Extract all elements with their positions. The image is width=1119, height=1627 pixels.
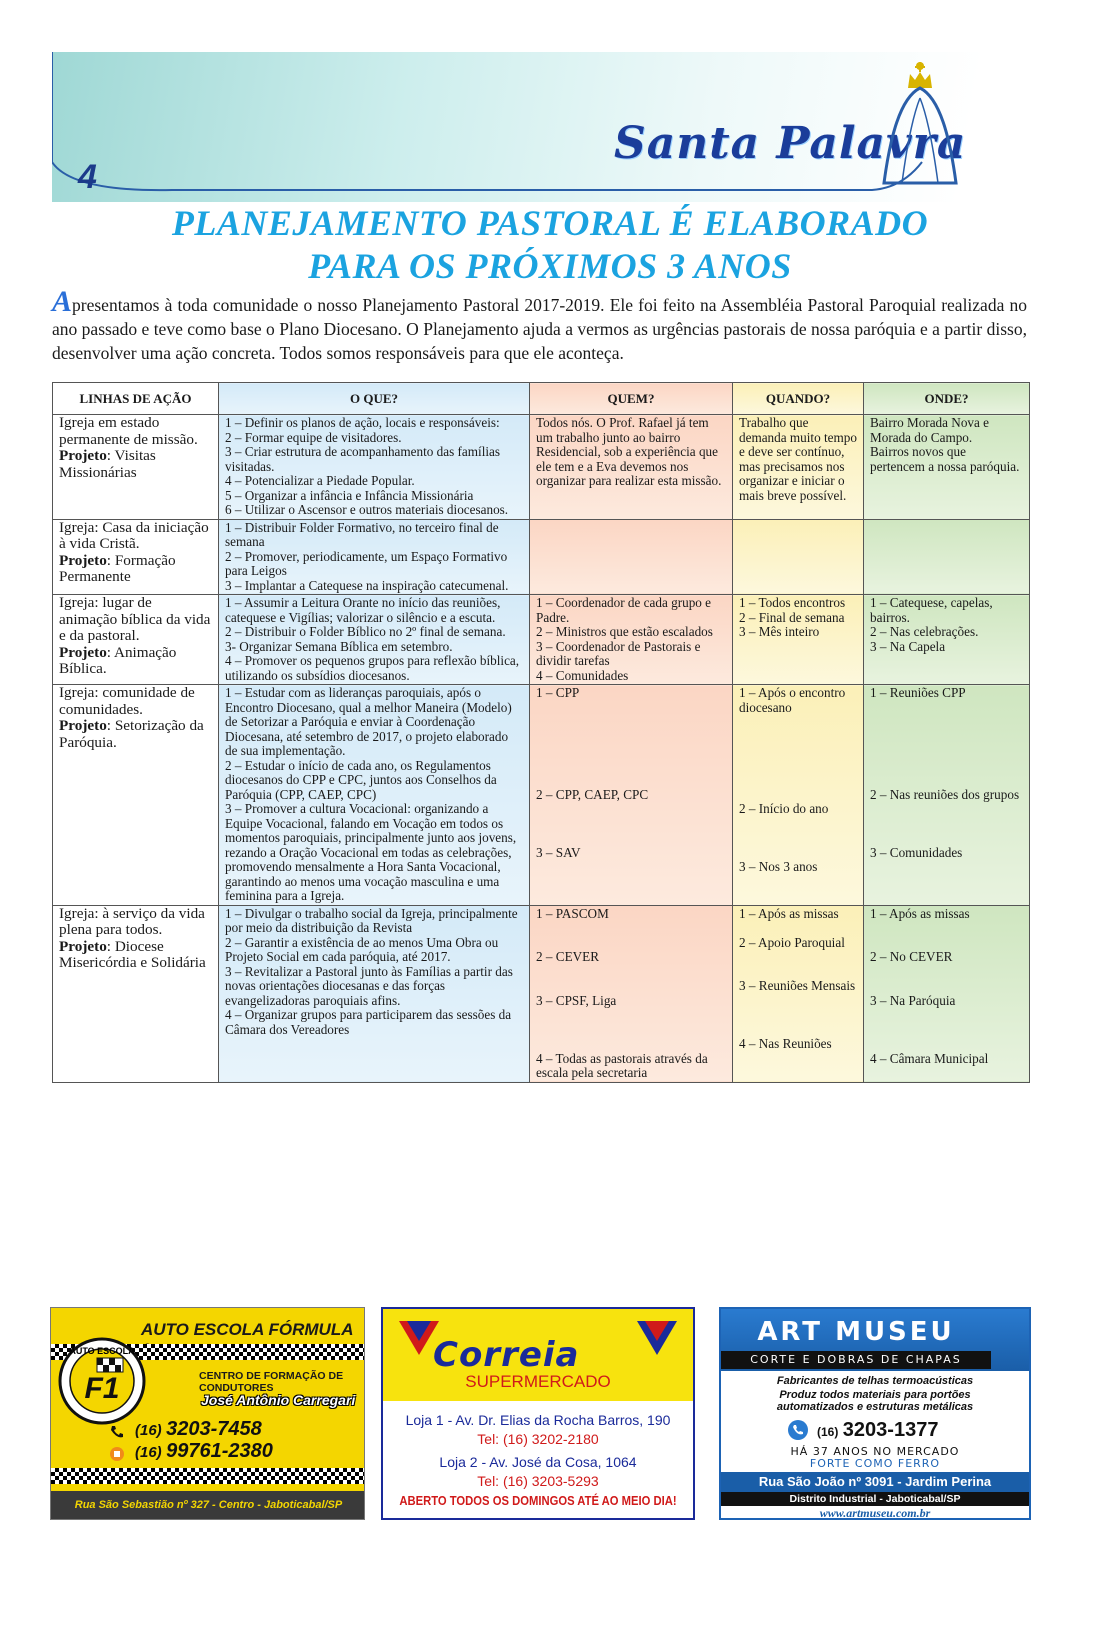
oque-item: 3 – Criar estrutura de acompanhamento das famílias visitadas.: [225, 444, 501, 474]
table-header-row: [53, 383, 1030, 415]
header-quem: QUEM?: [530, 383, 733, 415]
autoescola-subtitle: CENTRO DE FORMAÇÃO DE CONDUTORES: [199, 1370, 344, 1394]
oque-item: 1 – Assumir a Leitura Orante no início das reuniões, catequese e Vigílias; valorizar o silêncio e a escuta.: [225, 595, 501, 625]
spacer: [739, 994, 857, 1038]
onde-text: 2 – Nas celebrações.: [870, 624, 979, 639]
oque-item: 2 – Garantir a existência de ao menos Uma Obra ou Projeto Social em cada paróquia, até 2017.: [225, 934, 499, 964]
onde-item: 1 – Reuniões CPP: [870, 685, 966, 700]
quem-item: 4 – Todas as pastorais através da escala pela secretaria: [536, 1050, 708, 1080]
projeto-label: Projeto: [59, 551, 107, 569]
spacer: [870, 1008, 1023, 1052]
header-quando: QUANDO?: [733, 383, 864, 415]
linha-text: Igreja: lugar de animação bíblica da vida e da pastoral.: [59, 594, 211, 644]
quando-item: 2 – Início do ano: [739, 801, 829, 816]
blue-triangle-icon: [637, 1321, 677, 1355]
table-row: [53, 595, 1030, 685]
spacer: [536, 1008, 726, 1052]
whatsapp-icon: [109, 1446, 125, 1462]
table-row: [53, 519, 1030, 595]
spacer: [870, 701, 1023, 788]
ad-correia: [381, 1307, 695, 1520]
linha-text: Igreja: comunidade de comunidades.: [59, 684, 195, 718]
cell-quando: [733, 685, 864, 906]
projeto-label: Projeto: [59, 937, 107, 955]
quando-text: 3 – Mês inteiro: [739, 624, 820, 639]
spacer: [536, 965, 726, 994]
headline-line-2: PARA OS PRÓXIMOS 3 ANOS: [308, 246, 792, 286]
oque-item: 3- Organizar Semana Bíblica em setembro.: [225, 638, 453, 654]
artmuseu-years: HÁ 37 ANOS NO MERCADO: [790, 1445, 960, 1458]
cell-quando: [733, 595, 864, 685]
oque-item: 1 – Divulgar o trabalho social da Igreja, principalmente por meio da distribuição da Revista: [225, 905, 518, 935]
artmuseu-district: Distrito Industrial - Jaboticabal/SP: [721, 1492, 1029, 1506]
projeto-label: Projeto: [59, 717, 107, 734]
onde-text: Bairro Morada Nova e Morada do Campo.: [870, 415, 990, 445]
cell-quem: [530, 685, 733, 906]
cell-oque: [219, 519, 530, 595]
quem-text: 1 – Coordenador de cada grupo e Padre.: [536, 595, 712, 625]
quando-text: 1 – Todos encontros: [739, 595, 846, 610]
our-lady-icon: [880, 58, 980, 188]
projeto-name: : Diocese Misericórdia e Solidária: [59, 937, 206, 971]
page-number: 4: [78, 158, 97, 196]
onde-item: 2 – No CEVER: [870, 949, 953, 964]
intro-text: presentamos à toda comunidade o nosso Planejamento Pastoral 2017-2019. Ele foi feito na Assembléia Pastoral Paroquial realizada no ano passado e teve como base o Plano Diocesano. O Planejamento ajuda a vermos as urgências pastorais de nossa paróquia e a partir disso, desenvolver uma ação concreta. Todos somos responsáveis para que ele aconteça.: [52, 295, 1027, 363]
checkered-stripe-bottom: [51, 1468, 365, 1484]
cell-linha-acao: [53, 415, 219, 520]
oque-item: 4 – Organizar grupos para participarem das sessões da Câmara dos Vereadores: [225, 1007, 512, 1037]
phone1-ddd: (16): [135, 1422, 162, 1439]
correia-logo: Correia: [433, 1335, 580, 1375]
quem-item: 3 – SAV: [536, 844, 581, 860]
correia-type: SUPERMERCADO: [465, 1372, 611, 1391]
spacer: [870, 965, 1023, 994]
cell-onde: [864, 595, 1030, 685]
phone-icon: [787, 1419, 809, 1441]
onde-item: 2 – Nas reuniões dos grupos: [870, 786, 1020, 802]
quem-text: 4 – Comunidades: [536, 667, 629, 683]
cell-oque: [219, 595, 530, 685]
correia-store-2: Loja 2 - Av. José da Cosa, 1064: [439, 1454, 637, 1470]
linha-text: Igreja: Casa da iniciação à vida Cristã.: [59, 518, 209, 552]
projeto-name: : Setorização da Paróquia.: [59, 717, 204, 751]
projeto-label: Projeto: [59, 447, 107, 464]
artmuseu-phone: [817, 1419, 938, 1442]
spacer: [536, 701, 726, 788]
phone2-number: 99761-2380: [166, 1440, 273, 1462]
linha-text: Igreja: à serviço da vida plena para todos.: [59, 904, 205, 938]
projeto-label: Projeto: [59, 643, 107, 661]
phone1-number: 3203-7458: [166, 1418, 262, 1440]
oque-item: 5 – Organizar a infância e Infância Missionária: [225, 487, 474, 503]
ad-autoescola: [50, 1307, 365, 1520]
cell-quando: [733, 415, 864, 520]
cell-oque: [219, 685, 530, 906]
cell-quando: [733, 519, 864, 595]
quem-item: 2 – CPP, CAEP, CPC: [536, 786, 649, 802]
artmuseu-phone-number: 3203-1377: [842, 1419, 939, 1441]
spacer: [536, 802, 726, 846]
f1-badge-icon: [57, 1336, 147, 1426]
correia-open-hours: ABERTO TODOS OS DOMINGOS ATÉ AO MEIO DIA!: [399, 1494, 677, 1508]
table-row: [53, 415, 1030, 520]
correia-tel-1: Tel: (16) 3202-2180: [477, 1431, 599, 1447]
cell-linha-acao: [53, 905, 219, 1082]
oque-item: 4 – Potencializar a Piedade Popular.: [225, 473, 415, 488]
quem-item: 2 – CEVER: [536, 949, 600, 964]
onde-item: 3 – Na Paróquia: [870, 992, 956, 1008]
phone2-ddd: (16): [135, 1444, 162, 1461]
drop-cap: A: [52, 285, 73, 318]
autoescola-address: Rua São Sebastião nº 327 - Centro - Jaboticabal/SP: [51, 1491, 365, 1519]
spacer: [739, 950, 857, 979]
oque-item: 4 – Promover os pequenos grupos para reflexão bíblica, utilizando os subsídios diocesanos.: [225, 653, 520, 683]
artmuseu-street: Rua São João nº 3091 - Jardim Perina: [721, 1472, 1029, 1492]
onde-text: 1 – Catequese, capelas, bairros.: [870, 595, 993, 625]
badge-logo-text: F1: [84, 1372, 120, 1405]
quem-text: 3 – Coordenador de Pastorais e dividir tarefas: [536, 638, 701, 668]
artmuseu-line-2: Produz todos materiais para portões: [779, 1389, 971, 1401]
cell-linha-acao: [53, 595, 219, 685]
cell-oque: [219, 415, 530, 520]
artmuseu-line-1: Fabricantes de telhas termoacústicas: [776, 1375, 974, 1387]
cell-quem: [530, 905, 733, 1082]
projeto-name: : Animação Bíblica.: [59, 643, 177, 677]
autoescola-owner: José Antônio Carregari: [201, 1392, 356, 1408]
ad-artmuseu: [719, 1307, 1031, 1520]
onde-item: 1 – Após as missas: [870, 905, 970, 921]
header-linhas: LINHAS DE AÇÃO: [53, 383, 219, 415]
cell-onde: [864, 519, 1030, 595]
quem-item: 1 – PASCOM: [536, 905, 609, 921]
oque-item: 1 – Estudar com as lideranças paroquiais, após o Encontro Diocesano, qual a melhor Maneira (Modelo) de Setorizar a Paróquia e enviar à Coordenação Diocesana, até setembro de 2017, o projeto elaborado de sua implementação.: [225, 685, 512, 758]
linha-text: Igreja em estado permanente de missão.: [59, 414, 198, 448]
spacer: [739, 921, 857, 936]
projeto-name: : Visitas Missionárias: [59, 447, 156, 481]
onde-text: 3 – Na Capela: [870, 638, 946, 654]
phone-icon: [109, 1424, 125, 1440]
quem-text: Todos nós. O Prof. Rafael já tem um trabalho junto ao bairro Residencial, sob a experiência que ele tem e a Eva devemos nos organizar para realizar esta missão.: [536, 415, 722, 488]
onde-item: 4 – Câmara Municipal: [870, 1050, 989, 1066]
header-oque: O QUE?: [219, 383, 530, 415]
headline-line-1: PLANEJAMENTO PASTORAL É ELABORADO: [171, 203, 929, 243]
oque-item: 1 – Definir os planos de ação, locais e responsáveis:: [225, 415, 500, 430]
spacer: [739, 817, 857, 861]
artmuseu-motto: FORTE COMO FERRO: [809, 1457, 941, 1470]
cell-quem: [530, 595, 733, 685]
cell-onde: [864, 685, 1030, 906]
correia-store-1: Loja 1 - Av. Dr. Elias da Rocha Barros, 190: [405, 1412, 671, 1428]
correia-tel-2: Tel: (16) 3203-5293: [477, 1473, 599, 1489]
onde-text: Bairros novos que pertencem a nossa paróquia.: [870, 444, 1020, 474]
oque-item: 2 – Formar equipe de visitadores.: [225, 429, 402, 445]
intro-paragraph: [52, 285, 1027, 365]
cell-onde: [864, 415, 1030, 520]
publication-logo: Santa Palavra: [614, 118, 967, 169]
autoescola-phone-1: [135, 1418, 262, 1441]
oque-item: 2 – Distribuir o Folder Bíblico no 2º final de semana.: [225, 624, 506, 639]
oque-item: 3 – Implantar a Catequese na inspiração catecumenal.: [225, 577, 509, 593]
cell-onde: [864, 905, 1030, 1082]
badge-top-text: AUTO ESCOLA: [69, 1346, 135, 1356]
cell-quem: [530, 415, 733, 520]
quando-item: 1 – Após o encontro diocesano: [739, 685, 846, 715]
cell-linha-acao: [53, 519, 219, 595]
spacer: [870, 802, 1023, 846]
cell-quem: [530, 519, 733, 595]
quem-item: 3 – CPSF, Liga: [536, 992, 617, 1008]
autoescola-title: AUTO ESCOLA FÓRMULA: [141, 1320, 353, 1339]
spacer: [739, 715, 857, 802]
quando-item: 3 – Reuniões Mensais: [739, 978, 856, 993]
quando-item: 3 – Nos 3 anos: [739, 859, 818, 874]
table-body: [53, 415, 1030, 1083]
projeto-name: : Formação Permanente: [59, 551, 176, 585]
onde-item: 3 – Comunidades: [870, 844, 963, 860]
autoescola-phone-2: [135, 1440, 273, 1463]
artmuseu-tagline: CORTE E DOBRAS DE CHAPAS: [721, 1351, 991, 1369]
spacer: [870, 921, 1023, 950]
quando-text: 2 – Final de semana: [739, 609, 845, 625]
quando-item: 2 – Apoio Paroquial: [739, 934, 845, 950]
cell-quando: [733, 905, 864, 1082]
cell-oque: [219, 905, 530, 1082]
cell-linha-acao: [53, 685, 219, 906]
oque-item: 2 – Estudar o início de cada ano, os Regulamentos diocesanos do CPP e CPC, juntos aos Conselhos da Paróquia (CPP, CAEP, CPC): [225, 757, 497, 802]
artmuseu-logo: ART MUSEU: [757, 1317, 955, 1347]
artmuseu-website: www.artmuseu.com.br: [819, 1506, 931, 1520]
planning-table: [52, 382, 1030, 1083]
oque-item: 6 – Utilizar o Ascensor e outros materiais diocesanos.: [225, 502, 509, 517]
artmuseu-ddd: (16): [817, 1425, 839, 1439]
table-row: [53, 905, 1030, 1082]
quem-item: 1 – CPP: [536, 685, 580, 700]
oque-item: 2 – Promover, periodicamente, um Espaço Formativo para Leigos: [225, 548, 508, 578]
quando-item: 4 – Nas Reuniões: [739, 1036, 832, 1051]
table-row: [53, 685, 1030, 906]
quando-text: Trabalho que demanda muito tempo e deve ser contínuo, mas precisamos nos organizar e iniciar o mais breve possível.: [739, 415, 857, 503]
spacer: [536, 921, 726, 950]
oque-item: 1 – Distribuir Folder Formativo, no terceiro final de semana: [225, 519, 499, 549]
header-onde: ONDE?: [864, 383, 1030, 415]
oque-item: 3 – Promover a cultura Vocacional: organizando a Equipe Vocacional, falando em Vocação em todos os momentos paroquiais, principalmente junto aos jovens, rezando a Oração Vocacional em todas as celebrações, promovendo mensalmente a Hora Santa Vocacional, garantindo ao menos uma vocação masculina e uma feminina para a Igreja.: [225, 801, 517, 903]
oque-item: 3 – Revitalizar a Pastoral junto às Famílias a partir das novas orientações diocesanas e das forças evangelizadoras paroquiais afins.: [225, 963, 513, 1008]
quando-item: 1 – Após as missas: [739, 905, 839, 921]
quem-text: 2 – Ministros que estão escalados: [536, 624, 713, 639]
artmuseu-line-3: automatizados e estruturas metálicas: [776, 1401, 974, 1413]
